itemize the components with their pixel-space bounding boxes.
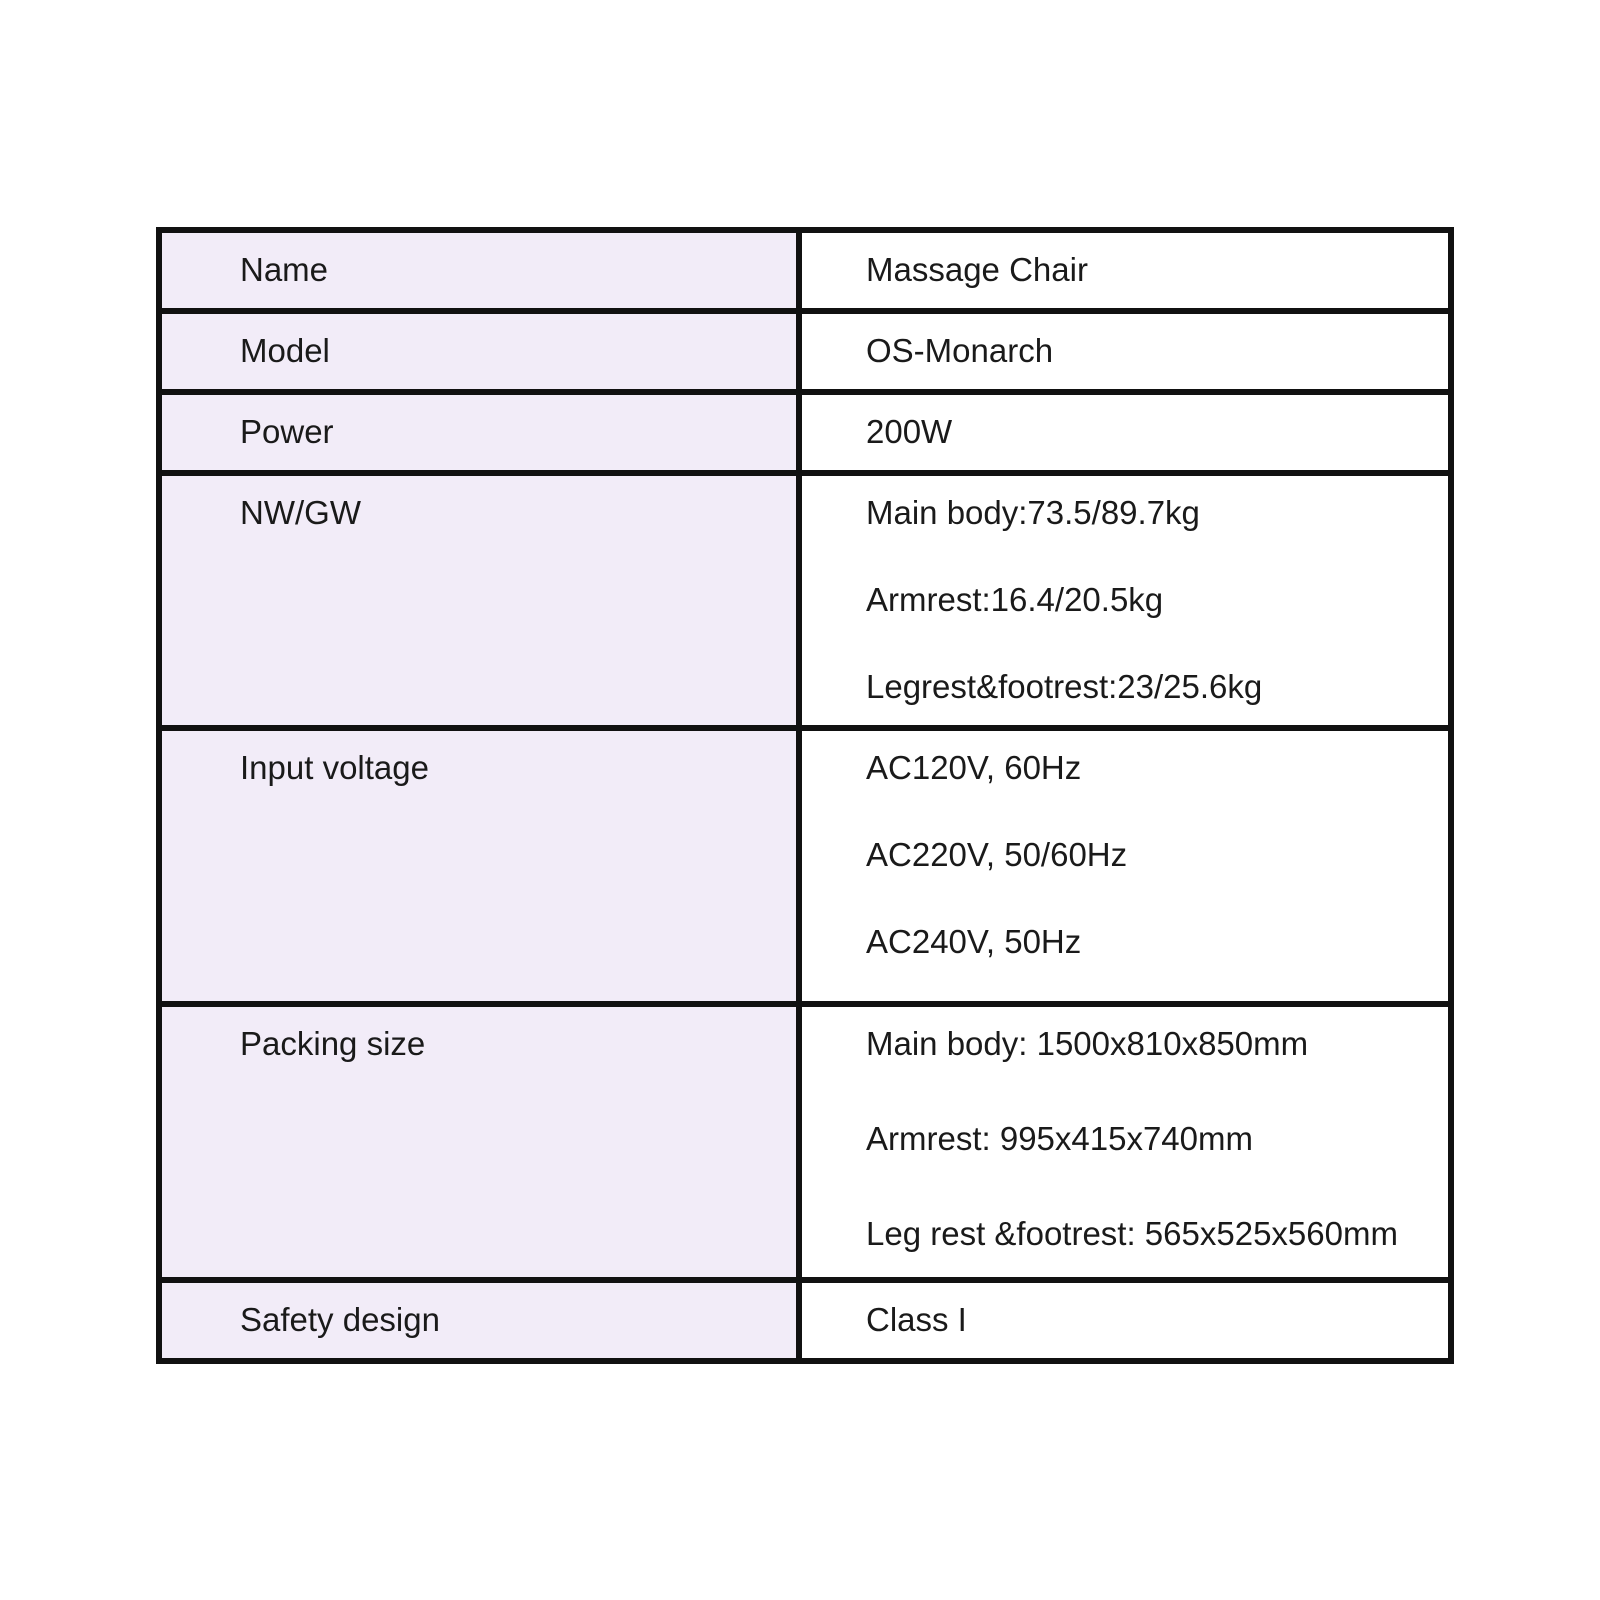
spec-value: Class I [866,1301,967,1338]
spec-label: Model [240,332,330,369]
spec-value-cell [799,392,1451,473]
spec-value: AC240V, 50Hz [866,923,1082,960]
spec-row-safety-design [159,1280,1451,1361]
spec-row-model [159,311,1451,392]
spec-value-cell [799,728,1451,1004]
spec-value: Legrest&footrest:23/25.6kg [866,668,1263,705]
spec-value-cell [799,230,1451,311]
spec-label-cell [159,728,799,1004]
spec-label: Input voltage [240,749,429,786]
spec-value: AC120V, 60Hz [866,749,1082,786]
spec-row-name [159,230,1451,311]
spec-value: OS-Monarch [866,332,1054,369]
spec-value-cell [799,311,1451,392]
spec-row-power [159,392,1451,473]
spec-label: Name [240,251,329,288]
spec-label-cell [159,1004,799,1280]
spec-value-cell [799,1280,1451,1361]
spec-label-cell [159,230,799,311]
spec-label: Packing size [240,1025,426,1062]
spec-value: Main body: 1500x810x850mm [866,1025,1309,1062]
spec-label: NW/GW [240,494,361,531]
spec-value: Armrest: 995x415x740mm [866,1120,1253,1157]
spec-label: Power [240,413,334,450]
spec-value: Massage Chair [866,251,1088,288]
spec-value: Main body:73.5/89.7kg [866,494,1200,531]
spec-value: 200W [866,413,953,450]
spec-row-weight [159,473,1451,728]
spec-table [156,227,1454,1364]
spec-value: AC220V, 50/60Hz [866,836,1128,873]
spec-label-cell [159,1280,799,1361]
spec-label-cell [159,392,799,473]
spec-value-cell [799,473,1451,728]
spec-value: Armrest:16.4/20.5kg [866,581,1164,618]
spec-value-cell [799,1004,1451,1280]
spec-label-cell [159,473,799,728]
spec-row-input-voltage [159,728,1451,1004]
spec-value: Leg rest &footrest: 565x525x560mm [866,1215,1398,1252]
spec-label: Safety design [240,1301,440,1338]
spec-row-packing-size [159,1004,1451,1280]
spec-label-cell [159,311,799,392]
